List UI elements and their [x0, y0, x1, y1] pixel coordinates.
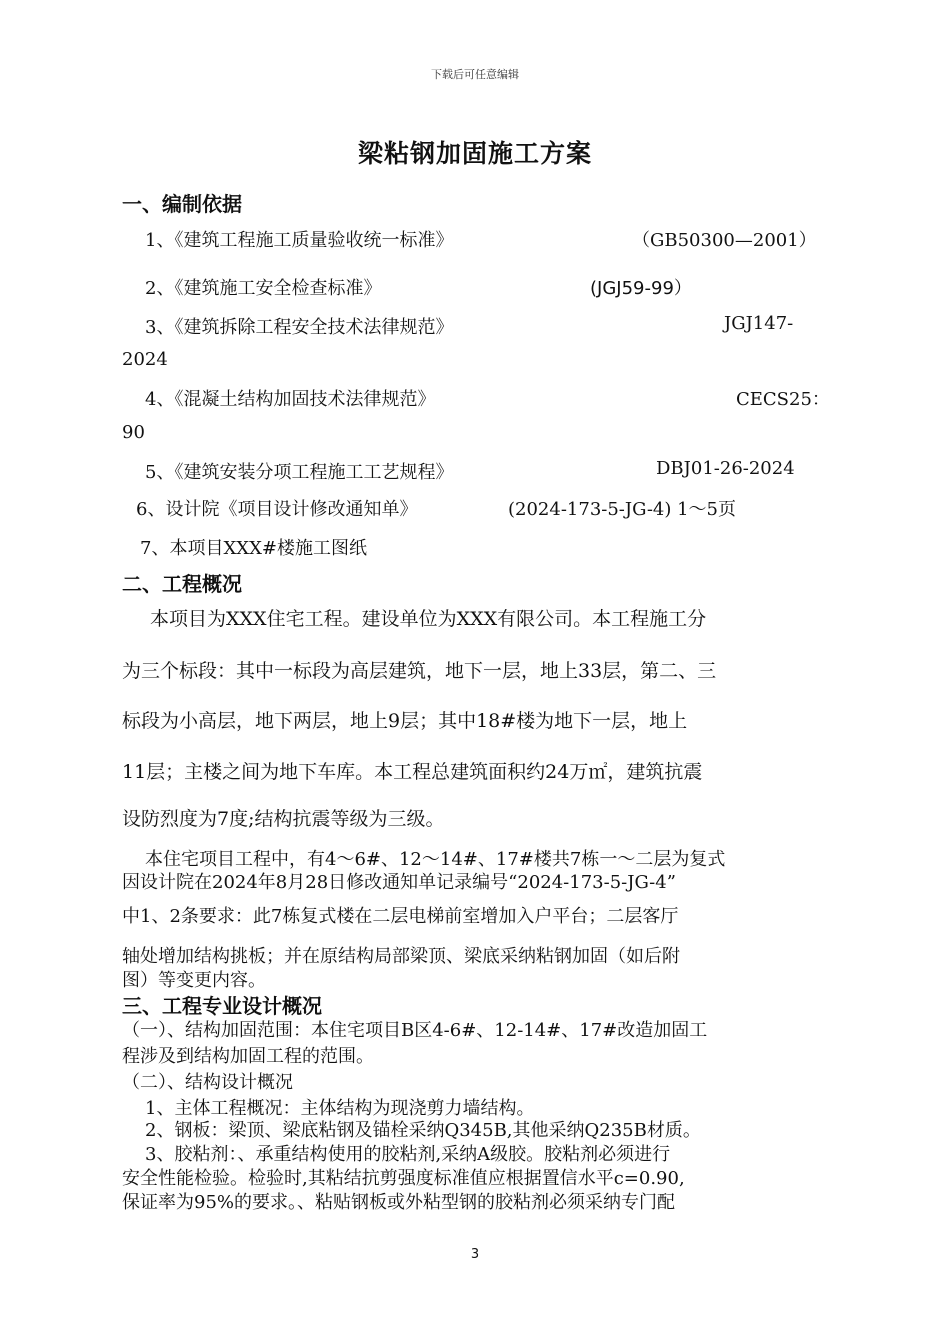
overview-para2-line5: 图）等变更内容。	[122, 970, 266, 991]
reference-item-2-code: (JGJ59-99）	[590, 278, 692, 299]
overview-para1-line2: 为三个标段：其中一标段为高层建筑，地下一层，地上33层，第二、三	[122, 660, 717, 682]
reference-item-4-code-cont: 90	[122, 422, 145, 443]
reference-item-5-label: 5、《建筑安装分项工程施工工艺规程》	[145, 462, 454, 483]
design-line-4: 1、主体工程概况：主体结构为现浇剪力墙结构。	[145, 1098, 535, 1119]
overview-para2-line1: 本住宅项目工程中，有4～6#、12～14#、17#楼共7栋一～二层为复式	[145, 849, 726, 870]
overview-para1-line3: 标段为小高层，地下两层，地上9层；其中18#楼为地下一层，地上	[122, 710, 688, 732]
overview-para2-line3: 中1、2条要求：此7栋复式楼在二层电梯前室增加入户平台；二层客厅	[122, 906, 679, 927]
overview-para2-line2: 因设计院在2024年8月28日修改通知单记录编号“2024-173-5-JG-4”	[122, 872, 676, 893]
section1-heading: 一、编制依据	[122, 192, 242, 216]
reference-item-7-label: 7、本项目XXX#楼施工图纸	[140, 538, 367, 559]
overview-para2-line4: 轴处增加结构挑板；并在原结构局部梁顶、梁底采纳粘钢加固（如后附	[122, 946, 680, 967]
design-line-6: 3、胶粘剂：、承重结构使用的胶粘剂,采纳A级胶。胶粘剂必须进行	[145, 1144, 671, 1165]
design-line-7: 安全性能检验。检验时,其粘结抗剪强度标准值应根据置信水平c=0.90,	[122, 1168, 685, 1189]
reference-item-3-code-cont: 2024	[122, 349, 168, 370]
reference-item-1-label: 1、《建筑工程施工质量验收统一标准》	[145, 230, 454, 251]
reference-item-6-label: 6、设计院《项目设计修改通知单》	[136, 499, 418, 520]
overview-para1-line5: 设防烈度为7度;结构抗震等级为三级。	[122, 808, 445, 830]
page-header: 下载后可任意编辑	[431, 68, 519, 81]
section2-heading: 二、工程概况	[122, 572, 242, 596]
reference-item-3-code: JGJ147-	[724, 313, 794, 334]
design-line-2: 程涉及到结构加固工程的范围。	[122, 1046, 374, 1067]
design-line-3: （二）、结构设计概况	[122, 1072, 293, 1093]
reference-item-1-code: （GB50300—2001）	[632, 230, 817, 251]
reference-item-5-code: DBJ01-26-2024	[656, 458, 795, 479]
section3-heading: 三、工程专业设计概况	[122, 994, 322, 1018]
reference-item-1	[145, 226, 453, 252]
reference-item-2-label: 2、《建筑施工安全检查标准》	[145, 278, 382, 299]
reference-item-4-code: CECS25：	[736, 389, 830, 410]
document-title: 梁粘钢加固施工方案	[357, 139, 592, 168]
reference-item-6-code: (2024-173-5-JG-4) 1～5页	[508, 499, 736, 520]
overview-para1-line1: 本项目为XXX住宅工程。建设单位为XXX有限公司。本工程施工分	[150, 608, 707, 630]
overview-para1-line4: 11层；主楼之间为地下车库。本工程总建筑面积约24万㎡，建筑抗震	[122, 761, 703, 783]
design-line-8: 保证率为95%的要求。、粘贴钢板或外粘型钢的胶粘剂必须采纳专门配	[122, 1192, 676, 1213]
design-line-5: 2、钢板：梁顶、梁底粘钢及锚栓采纳Q345B,其他采纳Q235B材质。	[145, 1120, 701, 1141]
design-line-1: （一）、结构加固范围：本住宅项目B区4-6#、12-14#、17#改造加固工	[122, 1020, 708, 1041]
page-number: 3	[470, 1247, 480, 1262]
reference-item-3-label: 3、《建筑拆除工程安全技术法律规范》	[145, 317, 454, 338]
reference-item-4-label: 4、《混凝土结构加固技术法律规范》	[145, 389, 436, 410]
